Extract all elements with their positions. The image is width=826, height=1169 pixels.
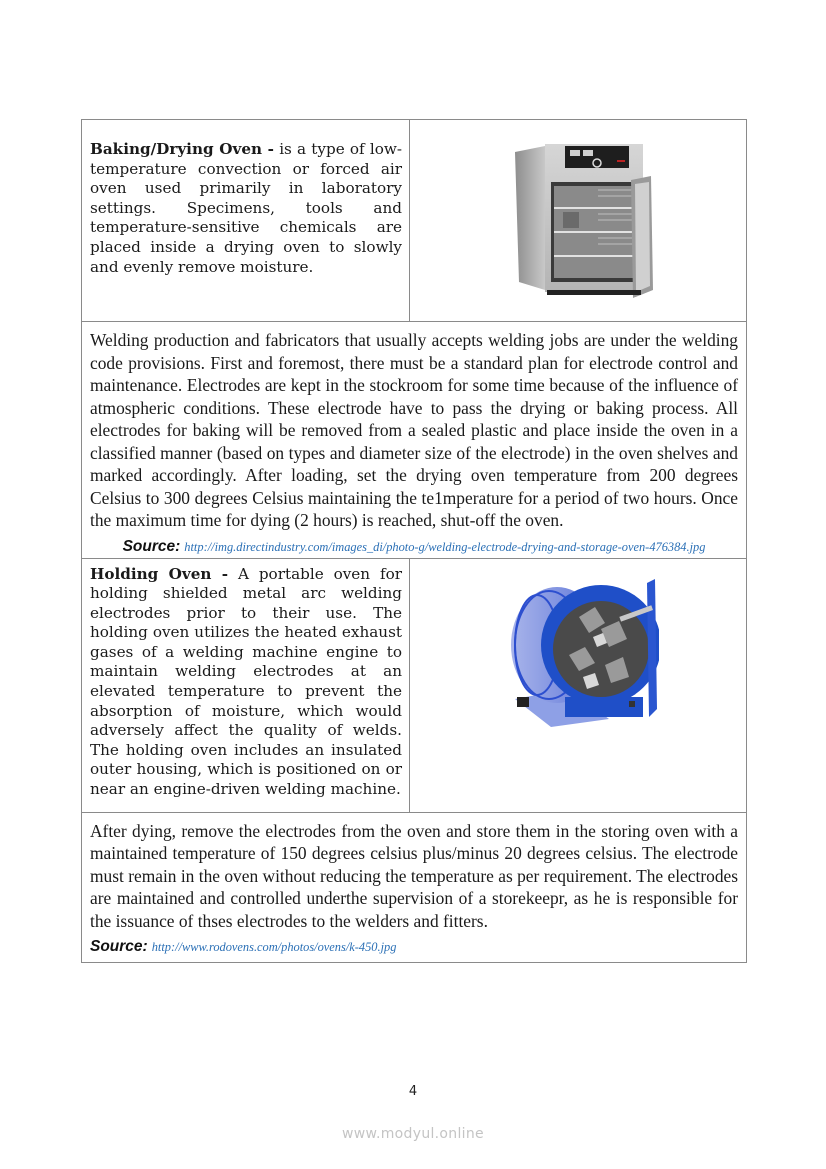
table-row bbox=[82, 558, 747, 812]
source-label: Source: bbox=[122, 537, 181, 555]
holding-oven-image bbox=[509, 577, 659, 727]
drying-oven-term: Baking/Drying Oven - bbox=[90, 140, 274, 158]
source-link[interactable]: http://www.rodovens.com/photos/ovens/k-450.jpg bbox=[151, 940, 397, 954]
drying-oven-description bbox=[82, 120, 409, 277]
drying-procedure-paragraph: Welding production and fabricators that usually accepts welding jobs are under the welding code provisions. First and foremost, there must be a standard plan for electrode control and maintenance. Electrodes are kept in the stockroom for some time because of the influence of atmospheric conditions. These electrode have to pass the drying or baking process. All electrodes for baking will be removed from a sealed plastic and place inside the oven in a classified manner (based on types and diameter size of the electrode) in the oven shelves and marked accordingly. After loading, set the drying oven temperature from 200 degrees Celsius to 300 degrees Celsius maintaining the te1mperature for a period of two hours. Once the maximum time for dying (2 hours) is reached, shut-off the oven. bbox=[90, 330, 738, 530]
holding-oven-term: Holding Oven - bbox=[90, 564, 229, 583]
drying-oven-text-cell bbox=[82, 120, 410, 322]
storage-procedure-cell bbox=[82, 812, 747, 963]
page-number: 4 bbox=[408, 1084, 418, 1099]
holding-oven-text-cell bbox=[82, 558, 410, 812]
content-table bbox=[81, 119, 747, 963]
holding-oven-image-cell bbox=[410, 558, 747, 812]
drying-procedure-cell bbox=[82, 322, 747, 559]
watermark: www.modyul.online bbox=[342, 1126, 484, 1142]
table-row bbox=[82, 322, 747, 559]
holding-oven-source bbox=[82, 932, 746, 962]
storage-procedure-paragraph: After dying, remove the electrodes from the oven and store them in the storing oven with a maintained temperature of 150 degrees celsius plus/minus 20 degrees celsius. The electrode must remain in the oven without reducing the temperature as per requirement. The electrodes are maintained and controlled underthe supervision of a storekeepr, as he is responsible for the issuance of thses electrodes to the welders and fitters. bbox=[90, 820, 738, 931]
table-row bbox=[82, 120, 747, 322]
holding-oven-description bbox=[82, 559, 409, 800]
source-label: Source: bbox=[90, 938, 148, 955]
drying-oven-source bbox=[82, 532, 746, 558]
drying-oven-image-cell bbox=[410, 120, 747, 322]
table-row bbox=[82, 812, 747, 963]
source-link[interactable]: http://img.directindustry.com/images_di/photo-g/welding-electrode-drying-and-storage-oven-476384.jpg bbox=[184, 539, 706, 554]
drying-oven-image bbox=[513, 142, 663, 302]
holding-oven-definition: A portable oven for holding shielded metal arc welding electrodes prior to their use. The holding oven utilizes the heated exhaust gases of a welding machine engine to maintain welding electrodes at an elevated temperature to prevent the absorption of moisture, which would adversely affect the quality of welds. The holding oven includes an insulated outer housing, which is positioned on or near an engine-driven welding machine. bbox=[90, 564, 402, 799]
drying-oven-definition: is a type of low-temperature convection or forced air oven used primarily in laboratory settings. Specimens, tools and temperature-sensitive chemicals are placed inside a drying oven to slowly and evenly remove moisture. bbox=[90, 140, 402, 276]
